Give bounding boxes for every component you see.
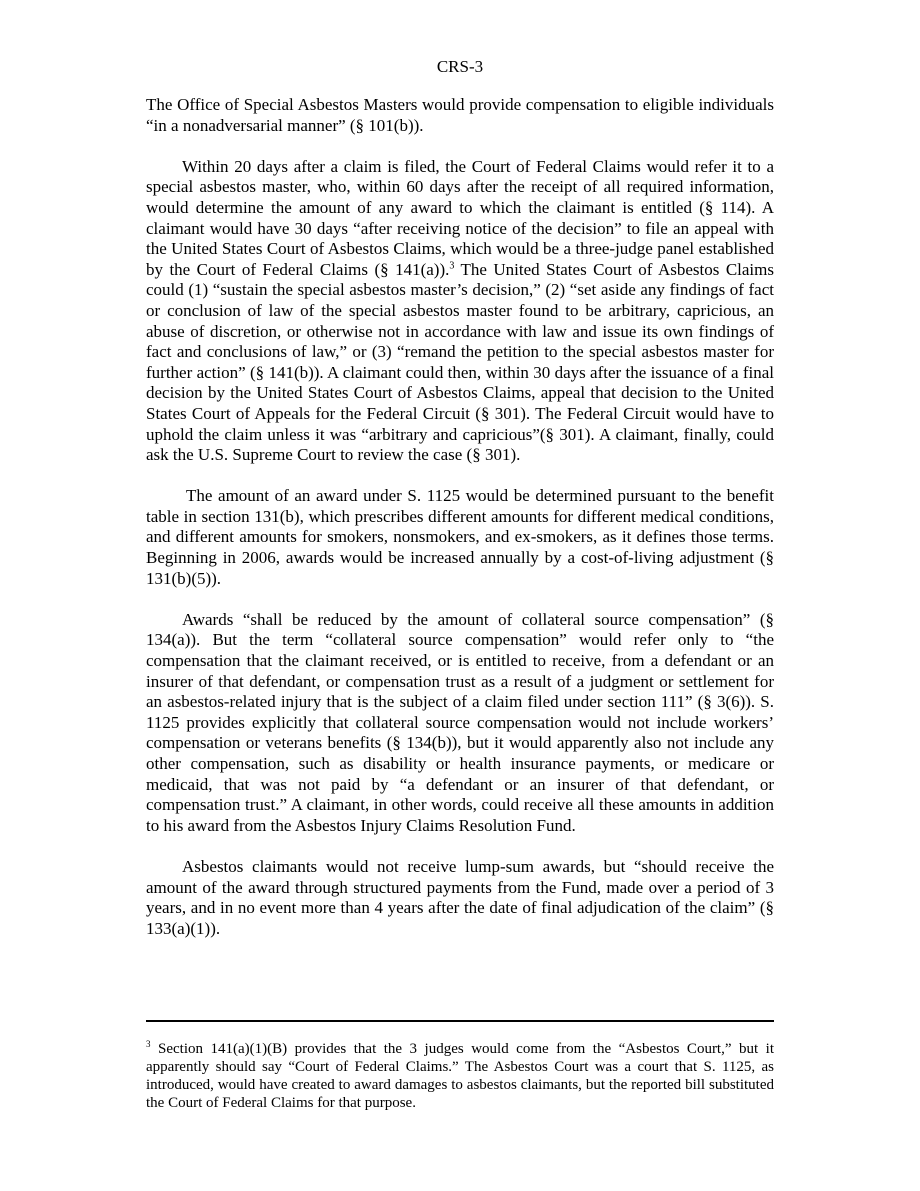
footnote-divider bbox=[146, 1020, 774, 1022]
footnote-text: Section 141(a)(1)(B) provides that the 3 judges would come from the “Asbestos Court,” but it apparently should say “Court of Federal Claims.” The Asbestos Court was a court that S. 1125, as introduced, would have created to award damages to asbestos claimants, but the reported bill substituted the Court of Federal Claims for that purpose. bbox=[146, 1041, 774, 1111]
paragraph-claims-process-part1: Within 20 days after a claim is filed, the Court of Federal Claims would refer it to a special asbestos master, who, within 60 days after the receipt of all required information, would determine the amount of any award to which the claimant is entitled (§ 114). A claimant would have 30 days “after receiving notice of the decision” to file an appeal with the United States Court of Asbestos Claims, which would be a three-judge panel established by the Court of Federal Claims (§ 141(a)). bbox=[146, 156, 774, 279]
paragraph-structured-payments: Asbestos claimants would not receive lump-sum awards, but “should receive the amount of the award through structured payments from the Fund, made over a period of 3 years, and in no event more than 4 years after the date of final adjudication of the claim” (§ 133(a)(1)). bbox=[146, 856, 774, 938]
paragraph-claims-process bbox=[146, 157, 774, 466]
page-header: CRS-3 bbox=[436, 57, 484, 76]
footnote-marker: 3 bbox=[146, 1039, 151, 1049]
footnote-reference[interactable]: 3 bbox=[449, 260, 455, 272]
paragraph-award-amount: The amount of an award under S. 1125 would be determined pursuant to the benefit table in section 131(b), which prescribes different amounts for different medical conditions, and different amounts for smokers, nonsmokers, and ex-smokers, as it defines those terms. Beginning in 2006, awards would be increased annually by a cost-of-living adjustment (§ 131(b)(5)). bbox=[146, 486, 774, 588]
footnote bbox=[146, 1040, 774, 1112]
paragraph-office-special-masters: The Office of Special Asbestos Masters would provide compensation to eligible individuals “in a nonadversarial manner” (§ 101(b)). bbox=[146, 95, 774, 135]
document-body bbox=[146, 95, 774, 960]
paragraph-claims-process-part2: The United States Court of Asbestos Claims could (1) “sustain the special asbestos master’s decision,” (2) “set aside any findings of fact or conclusion of law of the special asbestos master found to be arbitrary, capricious, an abuse of discretion, or otherwise not in accordance with law and issue its own findings of fact and conclusions of law,” or (3) “remand the petition to the special asbestos master for further action” (§ 141(b)). A claimant could then, within 30 days after the issuance of a final decision by the United States Court of Asbestos Claims, appeal that decision to the United States Court of Appeals for the Federal Circuit (§ 301). The Federal Circuit would have to uphold the claim unless it was “arbitrary and capricious”(§ 301). A claimant, finally, could ask the U.S. Supreme Court to review the case (§ 301). bbox=[146, 259, 774, 465]
paragraph-collateral-source: Awards “shall be reduced by the amount of collateral source compensation” (§ 134(a)). But the term “collateral source compensation” would refer only to “the compensation that the claimant received, or is entitled to receive, from a defendant or an insurer of that defendant, or compensation trust as a result of a judgment or settlement for an asbestos-related injury that is the subject of a claim filed under section 111” (§ 3(6)). S. 1125 provides explicitly that collateral source compensation would not include workers’ compensation or veterans benefits (§ 134(b)), but it would apparently also not include any other compensation, such as disability or health insurance payments, or medicare or medicaid, that was not paid by “a defendant or an insurer of that defendant, or compensation trust.” A claimant, in other words, could receive all these amounts in addition to his award from the Asbestos Injury Claims Resolution Fund. bbox=[146, 609, 774, 835]
